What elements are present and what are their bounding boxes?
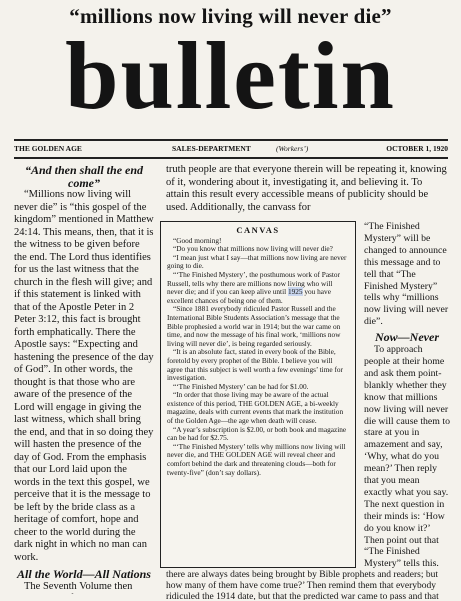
section-heading: “And then shall the end come” <box>24 164 144 190</box>
bottom-rule <box>14 157 448 159</box>
publication-name: THE GOLDEN AGE <box>14 144 82 153</box>
paragraph: there are always dates being brought by Bible prophets and readers; but how many of them have come true?’ Then remind them that everybody ridiculed the 1914 date, but that the predicted war came to pass and that <box>166 570 439 600</box>
section-heading: All the World—All Nations <box>17 567 151 581</box>
canvas-box <box>160 221 356 568</box>
paragraph: “Millions now living will never die” is “this gospel of the kingdom” mentioned in Matthew 24:14. This means, then, that it is the witness to be given before the end. The Lord thus identifies for us the last witness that the church in the flesh will give; and if this statement is linked with that of the Apostle Peter in 2 Peter 3:12, this fact is brought forth emphatically. There the Apostle says: “Expecting and hastening the presence of the day of God”. In other words, the thought is that those who are aware of the presence of the Lord will engage in giving the last witness, which shall bring the end, and that in so doing they will hasten the presence of the day of God. From the emphasis that our Lord laid upon the words in the text this gospel, we perceive that it is the message to be left by the bride class as a heritage of comfort, hope and cheer to the world during the dark night in which no man can work. <box>14 189 154 563</box>
highlighted-date: 1925 <box>287 287 303 297</box>
paragraph: To approach people at their home and ask them point-blankly whether they know that millions now living will never die will cause them to stare at you in amazement and say, ‘Why, what do you mean?’ Then reply that you mean exactly what you say. The next question in their minds is: ‘How do you know it?’ Then point out that “The Finished Mystery” tells this. <box>364 344 450 568</box>
workers-label: (Workers’) <box>276 144 309 153</box>
paragraph: The Seventh Volume then <box>24 580 133 592</box>
masthead-title: bulletin <box>65 22 396 129</box>
canvas-line: “‘The Finished Mystery’ can be had for $1.00. <box>173 381 309 391</box>
canvas-line: “Good morning! <box>173 235 222 245</box>
paragraph: truth people are that everyone therein will be repeating it, knowing of it, wondering about it, investigating it, and believing it. To attain this result every accessible means of publicity should be used. Additionally, the canvass for <box>166 164 447 213</box>
canvas-line: “A year’s subscription is $2.00, or both book and magazine can be had for $2.75. <box>167 424 347 443</box>
canvas-line: “‘The Finished Mystery’, the posthumous work of Pastor Russell, tells why there are millions now living who will never die; and if you can keep alive until 1925 you have excellent chances of being one of them. <box>167 269 340 305</box>
canvas-line: “I mean just what I say—that millions now living are never going to die. <box>167 252 347 271</box>
right-column <box>364 221 450 568</box>
dateline <box>14 144 448 156</box>
paragraph: “The Finished Mystery” will be changed to announce this message and to tell that “The Finished Mystery” tells why “millions now living will never die”. <box>364 221 449 328</box>
canvas-line: “‘The Finished Mystery’ tells why millions now living will never die, and THE GOLDEN AGE will reveal cheer and comfort behind the dark and threatening clouds—both for twenty-five” (don’t say dollars). <box>167 441 346 477</box>
department-name: SALES-DEPARTMENT <box>172 144 251 153</box>
top-rule <box>14 139 448 141</box>
canvas-title: CANVAS <box>236 225 280 235</box>
top-right-text <box>166 164 448 218</box>
section-heading: Now—Never <box>375 330 439 345</box>
canvas-line: “Do you know that millions now living will never die? <box>173 244 333 254</box>
canvas-line: “It is an absolute fact, stated in every book of the Bible, foretold by every prophet of the Bible. I believe you will agree that this subject is well worth a few evenings’ time for investigation. <box>167 347 343 383</box>
canvas-line: “Since 1881 everybody ridiculed Pastor Russell and the International Bible Students Association’s message that the Bible prophesied a world war in 1914; but the war came on time, and now the message of his final work, ‘millions now living will never die’, is being regarded seriously. <box>167 304 341 348</box>
slogan-headline: “millions now living will never die” <box>69 4 392 28</box>
canvas-line: “In order that those living may be aware of the actual existence of this period, THE GOLDEN AGE, a bi-weekly magazine, deals with current events that mark the institution of the Golden Age—the age when death will cease. <box>167 390 344 426</box>
bottom-right-text <box>166 570 448 600</box>
issue-date: OCTOBER 1, 1920 <box>386 144 448 153</box>
left-column <box>14 164 154 594</box>
